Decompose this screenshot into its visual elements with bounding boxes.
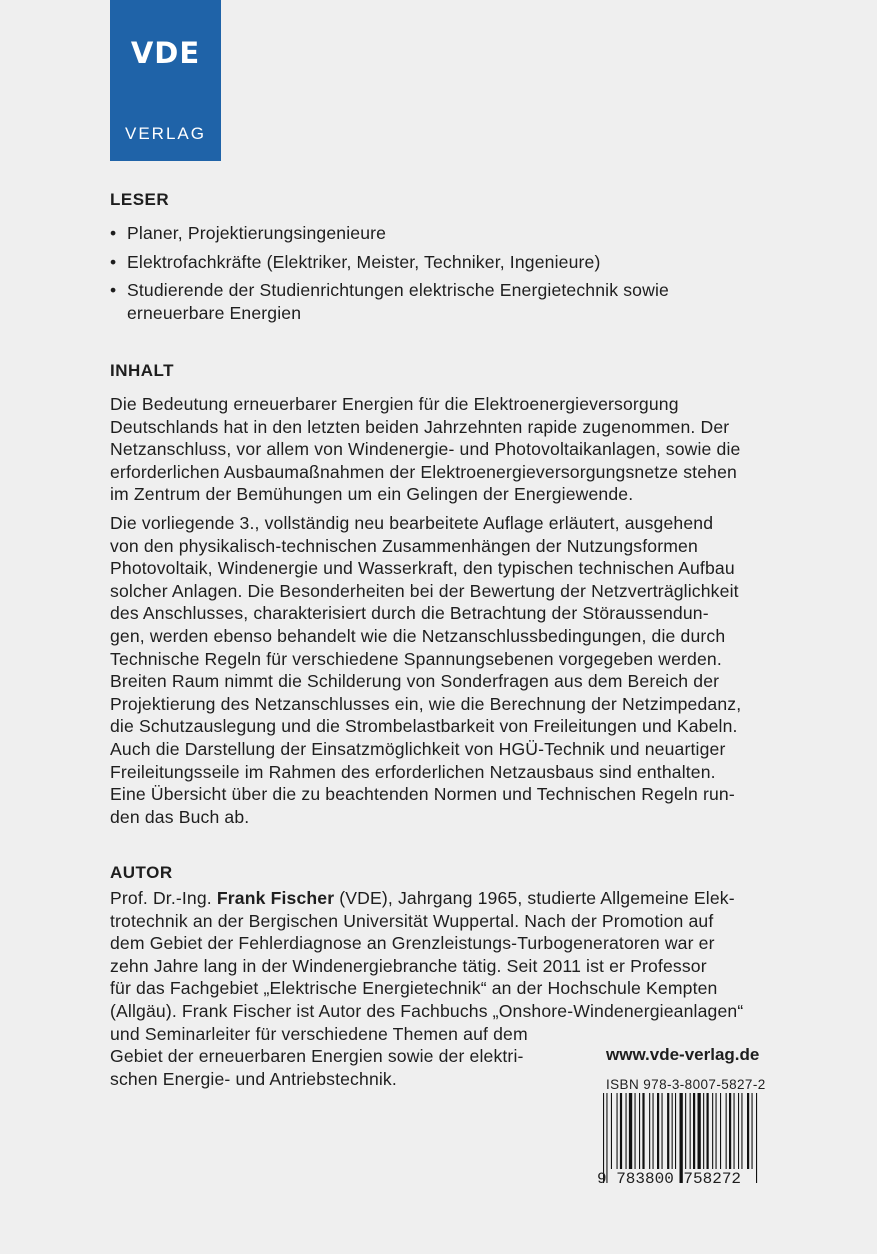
logo-sub: VERLAG — [125, 124, 206, 143]
barcode-bar — [620, 1093, 622, 1169]
author-name: Frank Fischer — [216, 888, 335, 908]
text-line: erforderlichen Ausbaumaßnahmen der Elektroenergieversorgungsnetze stehen — [110, 461, 737, 482]
barcode-bar — [726, 1093, 727, 1169]
barcode-bar — [747, 1093, 749, 1169]
author-suffix: (VDE), Jahrgang 1965, studierte Allgemeine Elek- — [334, 888, 735, 908]
text-line: trotechnik an der Bergischen Universität Wuppertal. Nach der Promotion auf — [110, 910, 714, 931]
autor-heading: AUTOR — [110, 863, 173, 882]
text-line: Die Bedeutung erneuerbarer Energien für die Elektroenergieversorgung — [110, 394, 679, 414]
barcode-bar — [716, 1093, 717, 1169]
barcode-bar — [653, 1093, 654, 1169]
list-item — [110, 222, 790, 245]
barcode-bar — [617, 1093, 618, 1169]
barcode-bar — [738, 1093, 739, 1169]
text-line: zehn Jahre lang in der Windenergiebranche tätig. Seit 2011 ist er Professor — [110, 955, 707, 976]
isbn-number: ISBN 978-3-8007-5827-2 — [606, 1077, 766, 1092]
text-line: im Zentrum der Bemühungen um ein Gelingen der Energiewende. — [110, 484, 634, 505]
list-item-text: • Planer, Projektierungsingenieure — [127, 223, 387, 243]
text-line: Deutschlands hat in den letzten beiden Jahrzehnten rapide zugenommen. Der — [110, 416, 730, 437]
barcode-bar — [703, 1093, 704, 1169]
barcode-bar — [734, 1093, 735, 1169]
barcode-bar — [720, 1093, 721, 1169]
barcode-bar — [690, 1093, 691, 1169]
text-line: die Schutzauslegung und die Strombelastbarkeit von Freileitungen und Kabeln. — [110, 716, 738, 737]
text-line: Technische Regeln für verschiedene Spannungsebenen vorgegeben werden. — [110, 648, 722, 669]
leser-list — [110, 222, 790, 330]
text-line: von den physikalisch-technischen Zusammenhängen der Nutzungsformen — [110, 535, 698, 556]
text-line: den das Buch ab. — [110, 806, 250, 827]
barcode-bar — [639, 1093, 640, 1169]
inhalt-heading: INHALT — [110, 361, 175, 380]
list-item — [110, 251, 790, 274]
barcode-bar — [667, 1093, 669, 1169]
barcode-bar — [752, 1093, 753, 1169]
barcode-bar — [707, 1093, 709, 1169]
text-line: dem Gebiet der Fehlerdiagnose an Grenzleistungs-Turbogeneratoren war er — [110, 933, 715, 954]
barcode-bar — [712, 1093, 713, 1169]
text-line: Projektierung des Netzanschlusses ein, wie die Berechnung der Netzimpedanz, — [110, 693, 742, 714]
list-item — [110, 279, 790, 324]
text-line: Auch die Darstellung der Einsatzmöglichkeit von HGÜ-Technik und neuartiger — [110, 738, 726, 759]
barcode-bar — [741, 1093, 742, 1169]
barcode-bar — [675, 1093, 676, 1169]
barcode-bar — [698, 1093, 701, 1169]
publisher-url: www.vde-verlag.de — [606, 1045, 760, 1064]
text-line: und Seminarleiter für verschiedene Themen auf dem — [110, 1023, 528, 1044]
barcode-bar — [629, 1093, 632, 1169]
text-line — [110, 887, 790, 910]
text-line: (Allgäu). Frank Fischer ist Autor des Fachbuchs „Onshore-Windenergieanlagen“ — [110, 1000, 744, 1021]
barcode-bar — [635, 1093, 636, 1169]
text-line: Die vorliegende 3., vollständig neu bearbeitete Auflage erläutert, ausgehend — [110, 513, 714, 533]
barcode-bar — [662, 1093, 663, 1169]
text-line: Eine Übersicht über die zu beachtenden Normen und Technischen Regeln run- — [110, 784, 735, 805]
text-line: für das Fachgebiet „Elektrische Energietechnik“ an der Hochschule Kempten — [110, 978, 718, 999]
barcode-bar — [693, 1093, 695, 1169]
author-prefix: Prof. Dr.-Ing. — [110, 888, 217, 908]
inhalt-paragraph-1 — [110, 393, 790, 506]
inhalt-paragraph-2 — [110, 512, 790, 828]
list-item-text: erneuerbare Energien — [127, 302, 302, 323]
text-line: Breiten Raum nimmt die Schilderung von Sonderfragen aus dem Bereich der — [110, 671, 720, 692]
list-item-text: • Studierende der Studienrichtungen elektrische Energietechnik sowie — [127, 280, 669, 301]
logo-brand: VDE — [130, 36, 201, 70]
text-line: Netzanschluss, vor allem von Windenergie- und Photovoltaikanlagen, sowie die — [110, 439, 741, 460]
barcode-bar — [642, 1093, 644, 1169]
text-line: schen Energie- und Antriebstechnik. — [110, 1068, 397, 1089]
text-line: gen, werden ebenso behandelt wie die Netzanschlussbedingungen, die durch — [110, 625, 726, 646]
text-line: Photovoltaik, Windenergie und Wasserkraft, den typischen technischen Aufbau — [110, 558, 735, 579]
list-item-text: • Elektrofachkräfte (Elektriker, Meister, Techniker, Ingenieure) — [127, 251, 601, 272]
text-line: des Anschlusses, charakterisiert durch die Betrachtung der Störaussendun- — [110, 603, 709, 624]
vde-verlag-logo — [110, 0, 221, 161]
barcode-bar — [611, 1093, 612, 1169]
text-line: Freileitungsseile im Rahmen des erforderlichen Netzausbaus sind enthalten. — [110, 761, 716, 782]
barcode-bar — [626, 1093, 627, 1169]
text-line: Gebiet der erneuerbaren Energien sowie der elektri- — [110, 1046, 524, 1067]
barcode-bar — [649, 1093, 650, 1169]
barcode-bar — [685, 1093, 686, 1169]
leser-heading: LESER — [110, 190, 170, 209]
barcode-bar — [657, 1093, 659, 1169]
text-line: solcher Anlagen. Die Besonderheiten bei der Bewertung der Netzverträglichkeit — [110, 580, 739, 601]
barcode-bar — [672, 1093, 673, 1169]
barcode-digits: 9 783800 758272 — [597, 1170, 742, 1188]
barcode-bar — [729, 1093, 731, 1169]
